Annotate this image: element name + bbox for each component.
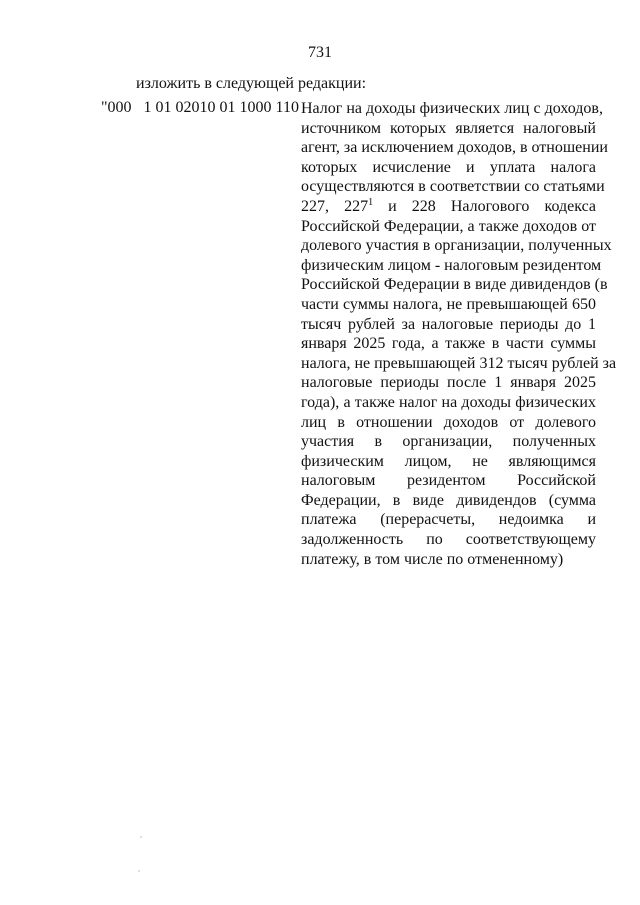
description-line: долевого участия в организации, полученных xyxy=(301,237,612,255)
description-line: налога, не превышающей 312 тысяч рублей за xyxy=(301,354,617,372)
description-line: налоговым резидентом Российской xyxy=(301,472,596,490)
description-line: части суммы налога, не превышающей 650 xyxy=(301,295,596,313)
intro-text: изложить в следующей редакции: xyxy=(136,75,367,92)
description-line: физическим лицом - налоговым резидентом xyxy=(301,256,602,274)
tax-code-reference: и 228 Налогового кодекса xyxy=(373,197,596,215)
description-line: агент, за исключением доходов, в отношении xyxy=(301,139,608,157)
description-line: Федерации, в виде дивидендов (сумма xyxy=(301,491,596,509)
scan-speck xyxy=(140,836,142,838)
description-line: Российской Федерации, а также доходов от xyxy=(301,217,596,235)
description-line: задолженность по соответствующему xyxy=(301,531,596,549)
description-line: участия в организации, полученных xyxy=(301,433,596,451)
description-line: года), а также налог на доходы физических xyxy=(301,393,596,411)
page-number: 731 xyxy=(308,44,332,61)
article-superscript: 1 xyxy=(368,196,374,208)
description-line: лиц в отношении доходов от долевого xyxy=(301,413,596,431)
description-line: физическим лицом, не являющимся xyxy=(301,452,596,470)
scan-speck xyxy=(138,870,140,872)
description-line: источником которых является налоговый xyxy=(301,119,596,137)
description-line: платежа (перерасчеты, недоимка и xyxy=(301,511,596,529)
description-line: осуществляются в соответствии со статьями xyxy=(301,178,605,196)
description-line: Налог на доходы физических лиц с доходов, xyxy=(301,100,603,117)
classification-code: "000 1 01 02010 01 1000 110 xyxy=(101,99,299,116)
description-line: налоговые периоды после 1 января 2025 xyxy=(301,374,596,392)
description-line: Российской Федерации в виде дивидендов (в xyxy=(301,276,608,294)
description-line: января 2025 года, а также в части суммы xyxy=(301,335,596,353)
description-line-last: платежу, в том числе по отмененному) xyxy=(301,550,564,568)
description-line-with-superscript xyxy=(301,197,596,217)
code-description xyxy=(301,99,617,569)
article-numbers: 227, 227 xyxy=(301,197,369,215)
description-line: которых исчисление и уплата налога xyxy=(301,158,596,176)
description-line: тысяч рублей за налоговые периоды до 1 xyxy=(301,315,596,333)
